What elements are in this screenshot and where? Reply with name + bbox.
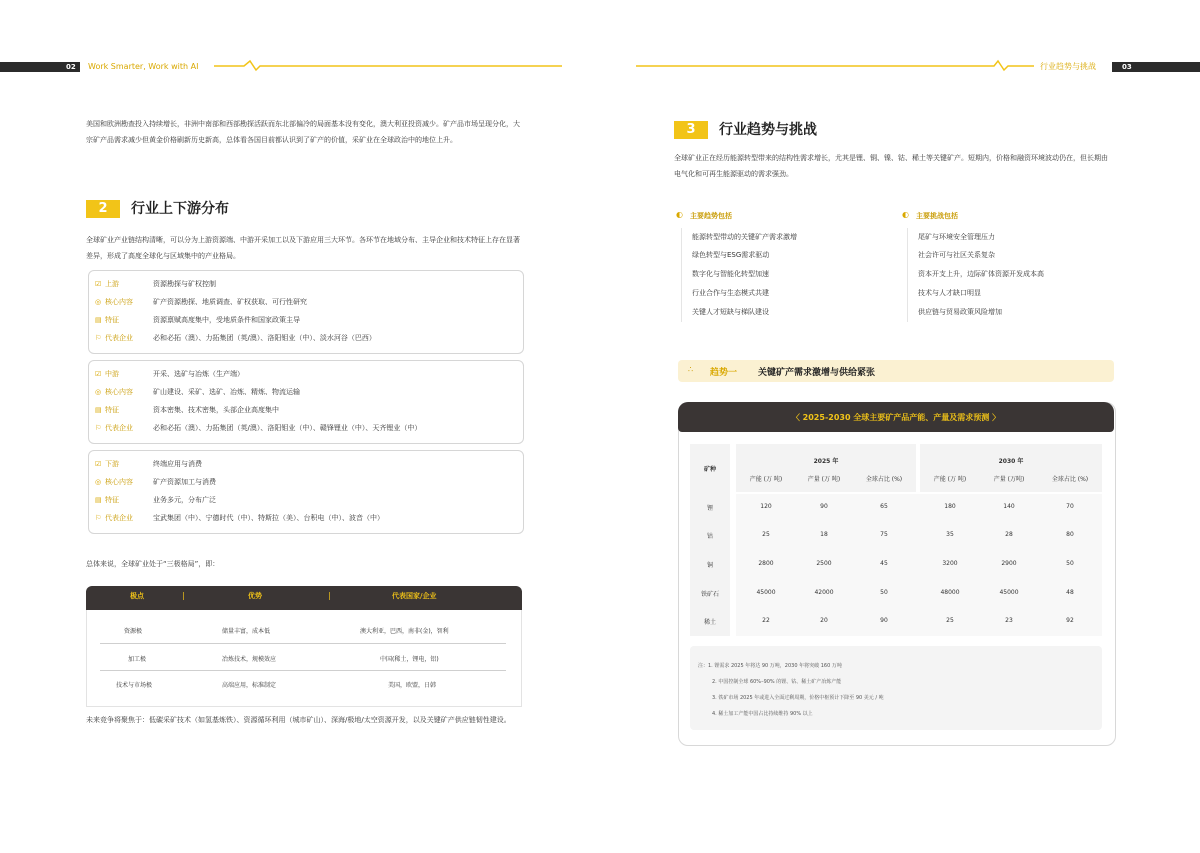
table-cell: 50: [880, 589, 888, 596]
note-line: 2. 中国控制全球 60%–90% 的锂、钴、稀土矿产冶炼产能: [712, 679, 842, 685]
table-cell: 90: [880, 617, 888, 624]
table-divider: [100, 643, 506, 644]
table-cell: 180: [944, 503, 956, 510]
midstream-box: [88, 360, 524, 444]
flag-icon: ⚐: [95, 334, 102, 342]
sub-header: 全球占比 (%): [1051, 476, 1089, 483]
section-intro: 全球矿业正在经历能源转型带来的结构性需求增长，尤其是锂、铜、镍、钴、稀土等关键矿产。短期内，价格和融资环境波动仍在，但长期由电气化和可再生能源驱动的需求强劲。: [674, 154, 1108, 178]
table-cell: 70: [1066, 503, 1074, 510]
table-cell: 钴: [706, 533, 713, 540]
sparkle-icon: ∴: [688, 365, 694, 374]
flag-icon: ⚐: [95, 424, 102, 432]
table-cell: 45: [880, 560, 888, 567]
stream-row: ◎ 核心内容 矿山建设、采矿、选矿、冶炼、精炼、物流运输: [95, 388, 300, 396]
trend-banner: [678, 360, 1114, 382]
table-cell: 25: [946, 617, 954, 624]
table-cell: 2900: [1001, 560, 1017, 567]
list-icon: ▤: [95, 496, 102, 504]
header-line-left: [214, 58, 564, 72]
target-icon: ◎: [95, 298, 102, 306]
table-cell: 80: [1066, 531, 1074, 538]
stream-row: ◎ 核心内容 矿产资源勘探、地质调查、矿权获取、可行性研究: [95, 298, 307, 306]
mineral-header: 矿种: [703, 466, 716, 473]
table-cell: 75: [880, 531, 888, 538]
table-cell: 中国(稀土，锂电，铝): [380, 656, 439, 663]
target-icon: ◎: [95, 478, 102, 486]
table-cell: 20: [820, 617, 828, 624]
page-number: 02: [66, 63, 76, 71]
sub-header: 产量 (万 吨): [807, 476, 841, 483]
table-cell: 28: [1005, 531, 1013, 538]
table-divider: [100, 670, 506, 671]
stream-row: ⚐ 代表企业 必和必拓（澳）、力拓集团（英/澳）、洛阳钼业（中）、赣锋锂业（中）、天齐锂业（中）: [95, 424, 422, 432]
challenge-item: 资本开支上升，边际矿体资源开发成本高: [918, 270, 1044, 278]
table-cell: 45000: [756, 589, 776, 596]
flag-icon: ⚐: [95, 514, 102, 522]
stream-row: ▤ 特征 资本密集、技术密集，头部企业高度集中: [95, 406, 279, 414]
table-cell: 48000: [940, 589, 960, 596]
table-cell: 92: [1066, 617, 1074, 624]
note-line: 4. 稀土加工产能中国占比持续维持 90% 以上: [712, 711, 813, 717]
table-cell: 3200: [942, 560, 958, 567]
checkbox-icon: ☑: [95, 460, 102, 468]
table-cell: 120: [760, 503, 772, 510]
sub-header: 产能 (万 吨): [749, 476, 783, 483]
trend-item: 行业合作与生态模式共建: [692, 289, 769, 297]
note-line: 注：1. 锂需求 2025 年将达 90 万吨，2030 年将突破 160 万吨: [698, 663, 842, 669]
section-number-badge: 3: [674, 121, 708, 139]
sub-header: 全球占比 (%): [865, 476, 903, 483]
note-line: 3. 铁矿市场 2025 年或进入全面过剩周期，价格中枢预计下降至 90 美元 / 吨: [712, 695, 884, 701]
section-title: 行业趋势与挑战: [719, 122, 817, 138]
table-cell: 90: [820, 503, 828, 510]
table-cell: 50: [1066, 560, 1074, 567]
table-cell: 2500: [816, 560, 832, 567]
trend-item: 绿色转型与ESG需求驱动: [692, 251, 770, 259]
table-cell: 2800: [758, 560, 774, 567]
section-number-badge: 2: [86, 200, 120, 218]
intro-paragraph: 美国和欧洲勘查投入持续增长，非洲中南部和西部勘探活跃而东北部偏冷的局面基本没有变化，澳大利亚投资减少。矿产品市场呈现分化，大宗矿产品需求减少但黄金价格刷新历史新高，总体看各国目前都认识到了矿产的价值，采矿业在全球政治中的地位上升。: [86, 120, 520, 144]
table-cell: 锂: [706, 505, 713, 512]
table-header-cell: 优势: [248, 592, 262, 600]
year-header: 2030 年: [998, 458, 1024, 465]
table-cell: 技术与市场极: [116, 682, 153, 689]
trend-label: 趋势一: [710, 368, 738, 378]
year-header: 2025 年: [813, 458, 839, 465]
sub-header: 产能 (万 吨): [933, 476, 967, 483]
stream-row: ☑ 中游 开采、选矿与冶炼（生产端）: [95, 370, 244, 378]
table-cell: 资源极: [124, 628, 143, 635]
summary-lead: 总体来说，全球矿业处于“三极格局”，即：: [86, 560, 220, 568]
trend-item: 数字化与智能化转型加速: [692, 270, 769, 278]
table-cell: 18: [820, 531, 828, 538]
table-cell: 42000: [814, 589, 834, 596]
table-cell: 冶炼技术，规模效应: [222, 656, 277, 663]
stream-row: ☑ 上游 资源勘探与矿权控制: [95, 280, 216, 288]
challenges-icon: ◐: [902, 210, 909, 219]
list-rule: [907, 228, 908, 322]
table-cell: 35: [946, 531, 954, 538]
page-number: 03: [1122, 63, 1132, 71]
sub-header: 产量 (万吨): [993, 476, 1025, 483]
checkbox-icon: ☑: [95, 280, 102, 288]
year-header-bg: [736, 444, 916, 492]
challenge-item: 社会许可与社区关系复杂: [918, 251, 995, 259]
table-cell: 铁矿石: [700, 591, 719, 598]
trends-icon: ◐: [676, 210, 683, 219]
table-cell: 铜: [706, 562, 713, 569]
stream-row: ◎ 核心内容 矿产资源加工与消费: [95, 478, 216, 486]
table-header-cell: 极点: [130, 592, 144, 600]
challenge-item: 尾矿与环境安全管理压力: [918, 233, 995, 241]
list-icon: ▤: [95, 406, 102, 414]
downstream-box: [88, 450, 524, 534]
target-icon: ◎: [95, 388, 102, 396]
header-line-right: [636, 58, 1036, 72]
table-cell: 65: [880, 503, 888, 510]
table-header-cell: 代表国家/企业: [392, 592, 437, 600]
trend-item: 关键人才短缺与梯队建设: [692, 308, 769, 316]
table-cell: 22: [762, 617, 770, 624]
table-cell: 48: [1066, 589, 1074, 596]
header-section-title: 行业趋势与挑战: [1040, 62, 1096, 71]
trends-heading: 主要趋势包括: [690, 212, 732, 220]
trend-item: 能源转型带动的关键矿产需求激增: [692, 233, 797, 241]
table-cell: 140: [1003, 503, 1015, 510]
stream-row: ⚐ 代表企业 宝武集团（中）、宁德时代（中）、特斯拉（美）、台积电（中）、波音（中）: [95, 514, 384, 522]
table-cell: 加工极: [128, 656, 147, 663]
trend-title: 关键矿产需求激增与供给紧张: [758, 368, 876, 378]
stream-row: ☑ 下游 终端应用与消费: [95, 460, 202, 468]
challenge-item: 技术与人才缺口明显: [918, 289, 981, 297]
table-cell: 25: [762, 531, 770, 538]
stream-row: ▤ 特征 资源禀赋高度集中，受地质条件和国家政策主导: [95, 316, 300, 324]
section-title: 行业上下游分布: [131, 201, 229, 217]
challenge-item: 供应链与贸易政策风险增加: [918, 308, 1002, 316]
table-cell: 23: [1005, 617, 1013, 624]
upstream-box: [88, 270, 524, 354]
future-paragraph: 未来竞争将聚焦于：低碳采矿技术（如氢基炼铁）、资源循环利用（城市矿山）、深海/极地/太空资源开发，以及关键矿产供应链韧性建设。: [86, 716, 511, 724]
stream-row: ⚐ 代表企业 必和必拓（澳）、力拓集团（英/澳）、洛阳钼业（中）、淡水河谷（巴西）: [95, 334, 376, 342]
checkbox-icon: ☑: [95, 370, 102, 378]
table-cell: 美国，欧盟，日韩: [388, 682, 437, 689]
table-cell: 储量丰富，成本低: [222, 628, 271, 635]
challenges-heading: 主要挑战包括: [916, 212, 958, 220]
forecast-card-header: [678, 402, 1114, 432]
table-cell: 45000: [999, 589, 1019, 596]
poles-table-header: 极点 | 优势 | 代表国家/企业: [86, 586, 522, 610]
section-intro: 全球矿业产业链结构清晰，可以分为上游资源端、中游开采加工以及下游应用三大环节。各环节在地域分布、主导企业和技术特征上存在显著差异，形成了高度全球化与区域集中的产业格局。: [86, 236, 520, 260]
list-icon: ▤: [95, 316, 102, 324]
header-tagline: Work Smarter, Work with AI: [88, 62, 199, 71]
table-cell: 高端应用，标准制定: [222, 682, 277, 689]
table-cell: 稀土: [703, 619, 716, 626]
stream-row: ▤ 特征 业务多元，分布广泛: [95, 496, 216, 504]
table-cell: 澳大利亚，巴西，南非(金)，智利: [360, 628, 449, 635]
poles-table-body: [86, 610, 522, 707]
list-rule: [681, 228, 682, 322]
year-header-bg: [920, 444, 1102, 492]
forecast-table-title: 〈 2025-2030 全球主要矿产品产能、产量及需求预测 〉: [791, 413, 1001, 422]
